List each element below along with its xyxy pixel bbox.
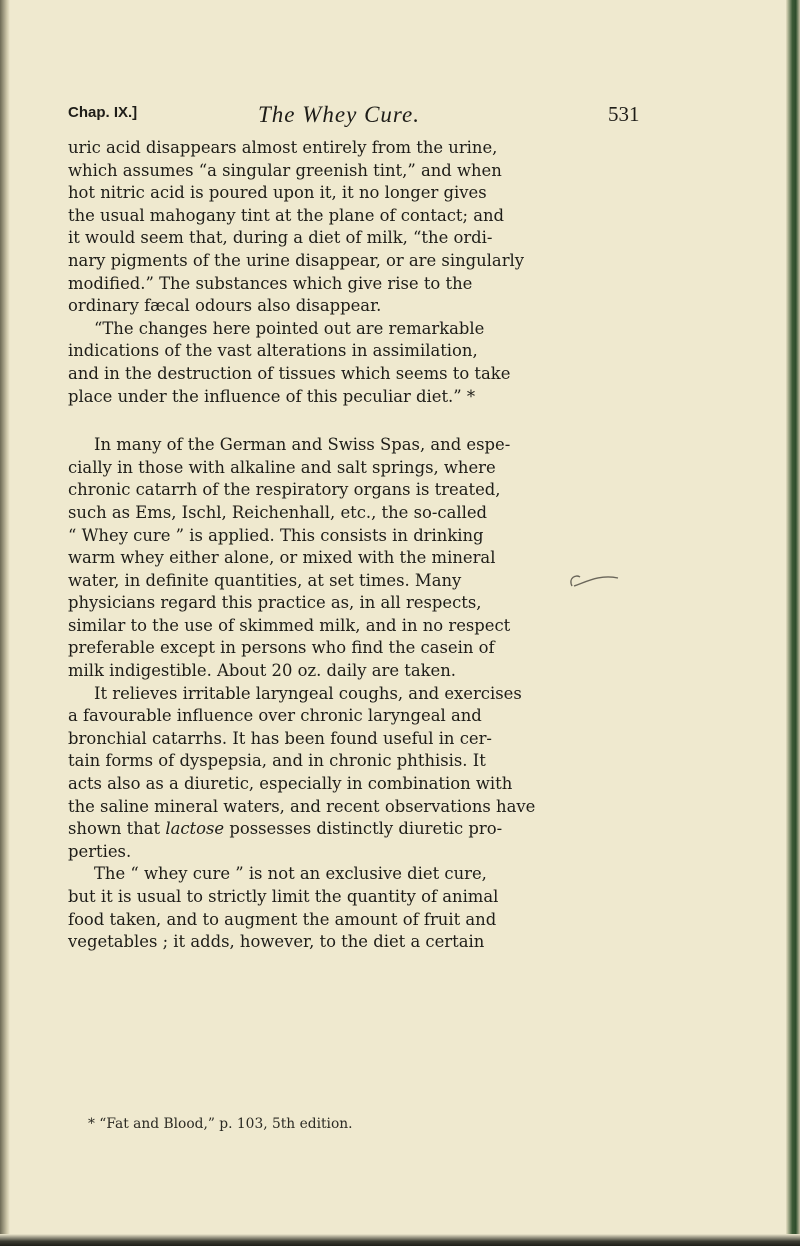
text-line [68, 818, 720, 841]
text-line: In many of the German and Swiss Spas, and espe- [94, 435, 511, 455]
text-line: “The changes here pointed out are remarkable [94, 318, 485, 338]
text-line: modified.” The substances which give rise to the [68, 273, 473, 293]
page-bottom-edge [0, 1234, 800, 1246]
paragraph-gap [68, 408, 720, 434]
text-line: food taken, and to augment the amount of fruit and [68, 909, 497, 929]
text-line: uric acid disappears almost entirely from the urine, [68, 138, 498, 157]
text-line: nary pigments of the urine disappear, or are singularly [68, 250, 525, 270]
text-line: water, in definite quantities, at set times. Many [68, 570, 462, 590]
text-line: chronic catarrh of the respiratory organs is treated, [68, 480, 501, 500]
text-line: It relieves irritable laryngeal coughs, and exercises [94, 683, 522, 703]
text-line: similar to the use of skimmed milk, and in no respect [68, 615, 511, 635]
binding-shadow [0, 0, 10, 1246]
running-title: The Whey Cure. [258, 102, 420, 127]
text-line: place under the influence of this peculiar diet.” * [68, 386, 476, 406]
page-number: 531 [608, 102, 640, 126]
text-line: cially in those with alkaline and salt springs, where [68, 457, 496, 477]
text-line: tain forms of dyspepsia, and in chronic phthisis. It [68, 751, 486, 771]
running-header [68, 102, 768, 132]
body-text [68, 137, 720, 954]
text-line: physicians regard this practice as, in all respects, [68, 593, 482, 613]
chapter-label: Chap. IX.] [68, 104, 138, 121]
text-line: milk indigestible. About 20 oz. daily are taken. [68, 661, 457, 681]
text-line: “ Whey cure ” is applied. This consists in drinking [68, 525, 484, 545]
text-line: and in the destruction of tissues which seems to take [68, 363, 511, 383]
page-edge [786, 0, 800, 1246]
text-line: preferable except in persons who find the casein of [68, 638, 495, 658]
text-line: The “ whey cure ” is not an exclusive diet cure, [94, 864, 487, 884]
italic-term: lactose [165, 819, 225, 839]
text-line: it would seem that, during a diet of milk, “the ordi- [68, 228, 493, 248]
text-line: but it is usual to strictly limit the quantity of animal [68, 887, 499, 906]
text-line: which assumes “a singular greenish tint,” and when [68, 160, 502, 180]
text-line: indications of the vast alterations in assimilation, [68, 341, 478, 361]
text-line: bronchial catarrhs. It has been found useful in cer- [68, 728, 492, 748]
footnote: * “Fat and Blood,” p. 103, 5th edition. [88, 1116, 353, 1132]
text-line: perties. [68, 841, 132, 861]
text-line: the usual mahogany tint at the plane of contact; and [68, 205, 505, 225]
text-fragment: possesses distinctly diuretic pro- [229, 819, 503, 839]
text-line: ordinary fæcal odours also disappear. [68, 296, 382, 316]
text-fragment: shown that [68, 819, 161, 839]
text-line: vegetables ; it adds, however, to the diet a certain [68, 932, 485, 952]
text-line: such as Ems, Ischl, Reichenhall, etc., the so-called [68, 502, 488, 522]
text-line: hot nitric acid is poured upon it, it no longer gives [68, 183, 487, 203]
text-line: acts also as a diuretic, especially in combination with [68, 774, 513, 794]
pencil-mark [562, 568, 622, 592]
text-line: the saline mineral waters, and recent observations have [68, 796, 536, 816]
text-line: warm whey either alone, or mixed with the mineral [68, 548, 496, 568]
text-line: a favourable influence over chronic laryngeal and [68, 706, 482, 726]
